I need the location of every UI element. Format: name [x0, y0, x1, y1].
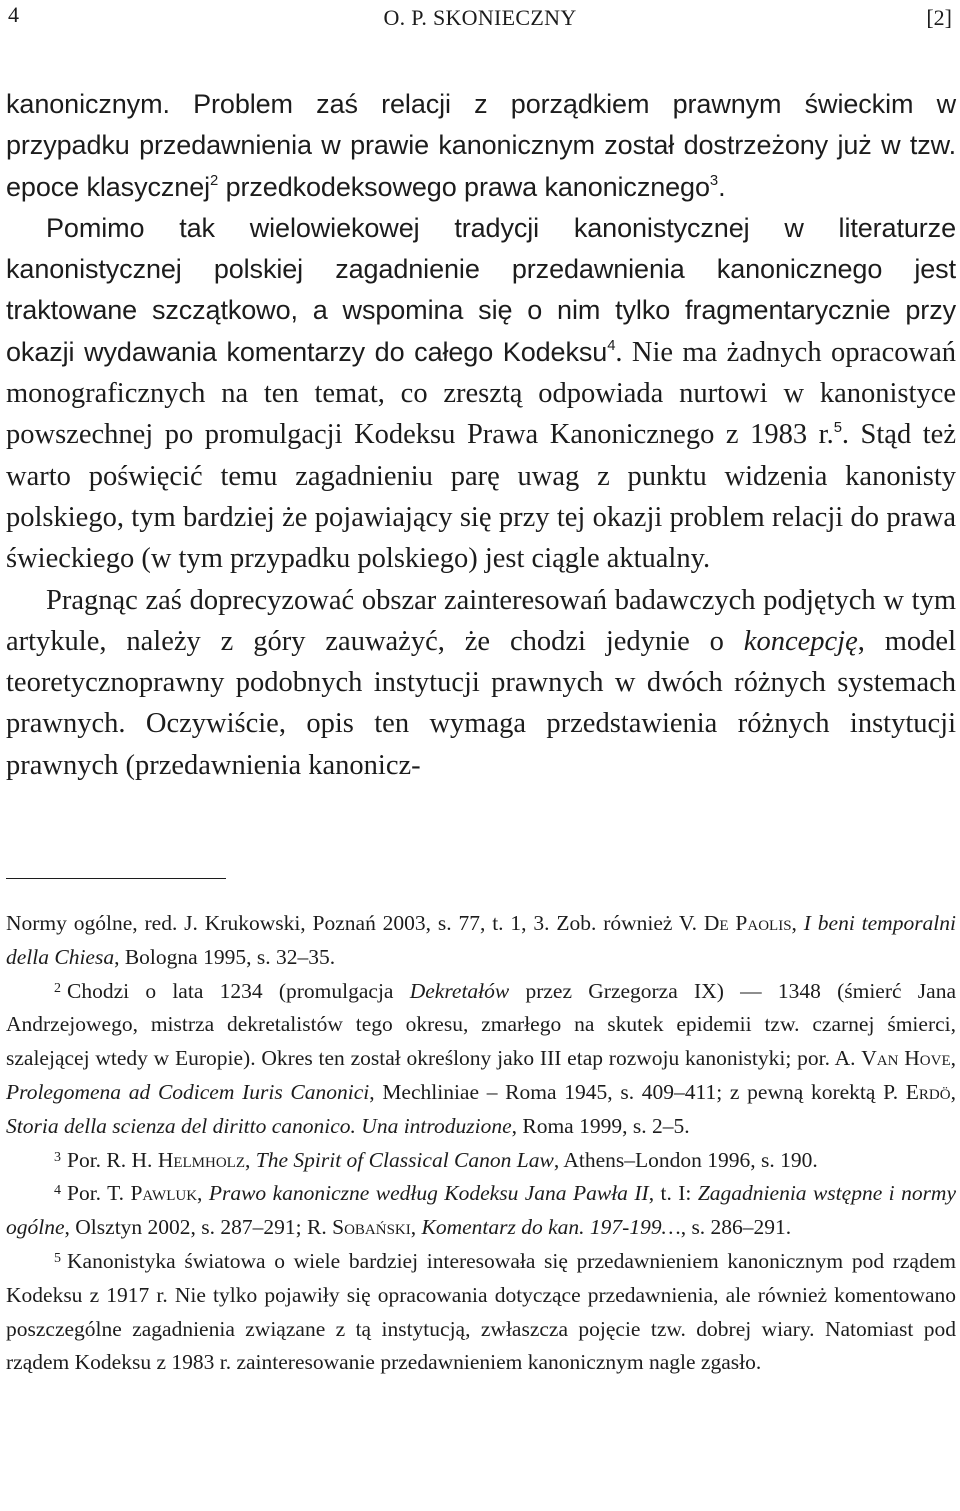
footnote-number: 3: [54, 1149, 61, 1165]
footnote-separator: [6, 878, 226, 879]
footnote-ref-5[interactable]: 5: [833, 420, 842, 437]
footnote-5: $^5$ Kanonistyka światowa o wiele bardziej interesowała się przedawnieniem kanonicznym pod rządem Kodeksu z 1917 r. Nie tylko pojawiły się opracowania dotyczące przedawnienia, ale również komentowano poszczególne zagadnienia związane z tą instytucją, zwłaszcza pojęcie tzw. dobrej wiary. Natomiast pod rządem Kodeksu z 1983 r. zainteresowanie przedawnieniem kanonicznym nagle zgasło.: [6, 1248, 956, 1375]
paragraph-2: Pomimo tak wielowiekowej tradycji kanonistycznej w literaturze kanonistycznej polskiej zagadnienie przedawnienia kanonicznego jest traktowane szczątkowo, a wspomina się o nim tylko fragmentarycznie przy okazji wydawania komentarzy do całego Kodeksu$^4$. Nie ma żadnych opracowań monograficznych na ten temat, co zresztą odpowiada nurtowi w kanonistyce powszechnej po promulgacji Kodeksu Prawa Kanonicznego z 1983 r.$^5$. Stąd też warto poświęcić temu zagadnieniu parę uwag z punktu widzenia kanonisty polskiego, tym bardziej że pojawiający się przy tej okazji problem relacji do prawa świeckiego (w tym przypadku polskiego) jest ciągle aktualny.: [6, 212, 956, 575]
footnote-number: 4: [54, 1183, 61, 1199]
page-number: 4: [8, 2, 19, 27]
footnote-continuation: Normy ogólne, red. J. Krukowski, Poznań 2003, s. 77, t. 1, 3. Zob. również V. De Paolis, I beni temporalni della Chiesa, Bologna 1995, s. 32–35.: [6, 911, 957, 969]
paragraph-1: kanonicznym. Problem zaś relacji z porządkiem prawnym świeckim w przypadku przedawnienia w prawie kanonicznym został dostrzeżony już w tzw. epoce klasycznej$^2$ przedkodeksowego prawa kanonicznego$^3$.: [6, 89, 956, 202]
footnote-2: $^2$ Chodzi o lata 1234 (promulgacja Dekretałów przez Grzegorza IX) — 1348 (śmierć Jana Andrzejowego, mistrza dekretalistów tego okresu, zmarłego na skutek epidemii tzw. czarnej śmierci, szalejącej wtedy w Europie). Okres ten został określony jako III etap rozwoju kanonistyki; por. A. Van Hove, Prolegomena ad Codicem Iuris Canonici, Mechliniae – Roma 1945, s. 409–411; z pewną korektą P. Erdö, Storia della scienza del diritto canonico. Una introduzione, Roma 1999, s. 2–5.: [6, 978, 956, 1138]
footnotes: [6, 907, 956, 1380]
emphasis-koncepcje: koncepcję: [743, 625, 858, 657]
footnote-number: 5: [54, 1250, 61, 1266]
footnote-ref-4[interactable]: 4: [607, 337, 616, 354]
footnote-ref-2[interactable]: 2: [210, 172, 219, 189]
page-header: [8, 0, 952, 36]
running-title: O. P. SKONIECZNY: [383, 5, 577, 30]
footnote-3: $^3$ Por. R. H. Helmholz, The Spirit of Classical Canon Law, Athens–London 1996, s. 190.: [54, 1147, 818, 1172]
footnote-ref-3[interactable]: 3: [709, 172, 719, 189]
paragraph-3: Pragnąc zaś doprecyzować obszar zainteresowań badawczych podjętych w tym artykule, należy z góry zauważyć, że chodzi jedynie o koncepcję, model teoretycznoprawny podobnych instytucji prawnych w dwóch różnych systemach prawnych. Oczywiście, opis ten wymaga przedstawienia różnych instytucji prawnych (przedawnienia kanonicz-: [6, 584, 956, 781]
footnote-4: $^4$ Por. T. Pawluk, Prawo kanoniczne według Kodeksu Jana Pawła II, t. I: Zagadnienia wstępne i normy ogólne, Olsztyn 2002, s. 287–291; R. Sobański, Komentarz do kan. 197-199…, s. 286–291.: [6, 1181, 957, 1240]
body-text: [6, 84, 956, 786]
footnote-number: 2: [54, 980, 61, 996]
section-marker: [2]: [926, 5, 952, 30]
